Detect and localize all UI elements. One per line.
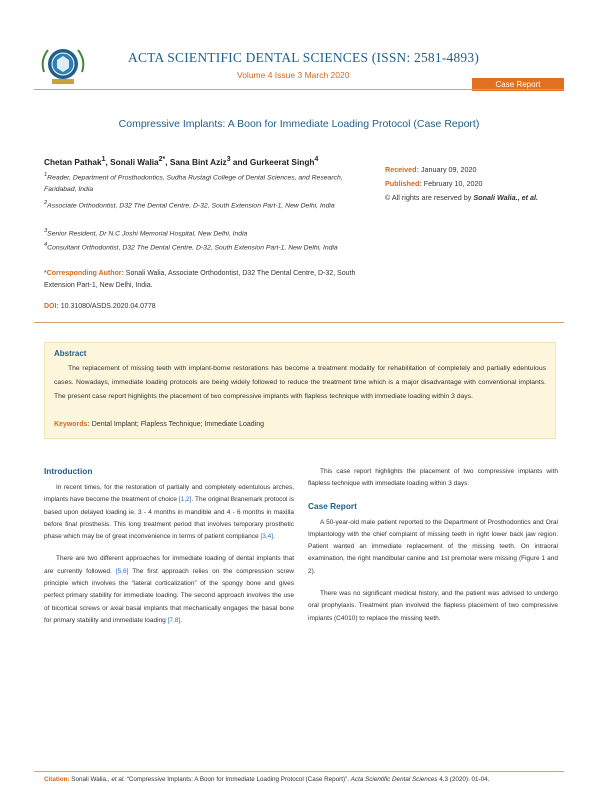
corresponding-text: Sonali Walia, Associate Orthodontist, D32 The Dental Centre, D-32, South Extension Part-1, New Delhi, India.	[44, 270, 356, 289]
article-title: Compressive Implants: A Boon for Immediate Loading Protocol (Case Report)	[118, 118, 480, 130]
published-date: Published: February 10, 2020	[385, 179, 483, 188]
section-divider	[34, 322, 564, 323]
received-date: Received: January 09, 2020	[385, 165, 477, 174]
rights-statement: © All rights are reserved by Sonali Walia., et al.	[385, 193, 538, 202]
left-column	[44, 466, 294, 637]
keywords-text: Dental Implant; Flapless Technique; Immediate Loading	[89, 421, 264, 428]
abstract-title: Abstract	[54, 349, 87, 358]
citation-footer: Citation: Sonali Walia., et al. “Compressive Implants: A Boon for Immediate Loading Protocol (Case Report)”. Acta Scientific Dental Sciences 4.3 (2020): 01-04.	[44, 776, 490, 783]
affiliation-1: $^1$Reader, Department of Prosthodontics, Sudha Rustagi College of Dental Sciences, and Research, Faridabad, India	[44, 172, 343, 193]
author-list	[44, 156, 318, 167]
publication-dates	[385, 163, 563, 205]
case-paragraph-2: There was no significant medical history, and the patient was advised to undergo oral prophylaxis. Treatment plan involved the flapless placement of two compressive implants (C4010) to replace the missing teeth.	[308, 590, 558, 622]
citation-label: Citation:	[44, 776, 70, 783]
abstract-text: The replacement of missing teeth with implant-borne restorations has become a treatment modality for rehabilitation of completely and partially edentulous cases. Nowadays, immediate loading protocols are being widely followed to reduce the treatment time which is a major disadvantage with conventional implants. The present case report highlights the placement of two compressive implants with flapless technique with immediate loading within 3 days.	[54, 365, 546, 400]
author-separator: and	[230, 156, 250, 167]
case-paragraph-1: A 50-year-old male patient reported to the Department of Prosthodontics and Oral Implantology with the chief complaint of missing teeth in right lower back jaw region. Patient wanted an immediate replacement of the missing teeth. On intraoral examination, the right mandibular canine and 1st premolar were missing (Figure 1 and 2).	[308, 518, 558, 575]
author-sup: 2*	[158, 156, 166, 163]
abstract-box	[44, 342, 556, 439]
intro-paragraph-1: In recent times, for the restoration of partially and completely edentulous arches, implants have become the treatment of choice [1,2]. The original Branemark protocol is based upon delayed loading ie. 3 - 4 months in mandible and 4 - 6 months in maxilla before final prosthesis. This long treatment period that involves temporary prosthetic phase which may be of great inconvenience in terms of patient compliance [3,4].	[44, 484, 294, 541]
corresponding-author	[44, 268, 364, 292]
footer-divider	[34, 771, 564, 772]
journal-logo-icon	[38, 42, 88, 88]
citation-link[interactable]: [3,4]	[260, 533, 274, 541]
intro-paragraph-2: There are two different approaches for immediate loading of dental implants that are currently followed. [5,6] The first approach relies on the compression screw principle which involves the “lateral corticalization” of the spongy bone and gives perfect primary stability for immediate loading. The second approach involves the use of bicortical screws or axial basal implants that mechanically engages the basal bone for primary stability and immediate loading [7,8].	[44, 555, 295, 624]
author-separator: ,	[165, 156, 170, 167]
keywords-label: Keywords:	[54, 421, 90, 428]
affiliation-4: $^4$Consultant Orthodontist, D32 The Dental Centre, D-32, South Extension Part-1, New Delhi, India	[44, 242, 338, 252]
author-sup: 3	[226, 156, 231, 163]
author-name: Gurkeerat Singh	[249, 156, 315, 167]
citation-link[interactable]: [1,2]	[178, 496, 192, 504]
author-name: Chetan Pathak	[44, 156, 102, 167]
affiliation-2: $^2$Associate Orthodontist, D32 The Dental Centre, D-32, South Extension Part-1, New Delhi, India	[44, 200, 335, 210]
author-separator: ,	[105, 156, 111, 167]
doi	[44, 303, 156, 310]
doi-label: DOI:	[44, 303, 59, 310]
keywords	[54, 421, 264, 428]
doi-value: 10.31080/ASDS.2020.04.0778	[58, 303, 156, 310]
intro-continued-paragraph: This case report highlights the placement of two compressive implants with flapless technique with immediate loading within 3 days.	[308, 468, 558, 488]
introduction-title: Introduction	[44, 466, 93, 476]
article-type-badge: Case Report	[472, 78, 564, 91]
citation-link[interactable]: [5,6]	[115, 567, 129, 575]
author-sup: 1	[101, 156, 106, 163]
corresponding-label: *Corresponding Author:	[44, 270, 124, 277]
author-name: Sana Bint Aziz	[169, 156, 227, 167]
journal-title: ACTA SCIENTIFIC DENTAL SCIENCES (ISSN: 2581-4893)	[128, 50, 480, 65]
citation-link[interactable]: [7,8]	[167, 616, 181, 624]
case-report-title: Case Report	[308, 500, 357, 511]
author-name: Sonali Walia	[110, 156, 159, 167]
header-divider	[34, 89, 564, 90]
right-column	[308, 466, 558, 635]
author-sup: 4	[314, 156, 319, 163]
affiliation-3: $^3$Senior Resident, Dr N.C Joshi Memorial Hospital, New Delhi, India	[44, 228, 248, 238]
volume-issue: Volume 4 Issue 3 March 2020	[237, 70, 350, 80]
